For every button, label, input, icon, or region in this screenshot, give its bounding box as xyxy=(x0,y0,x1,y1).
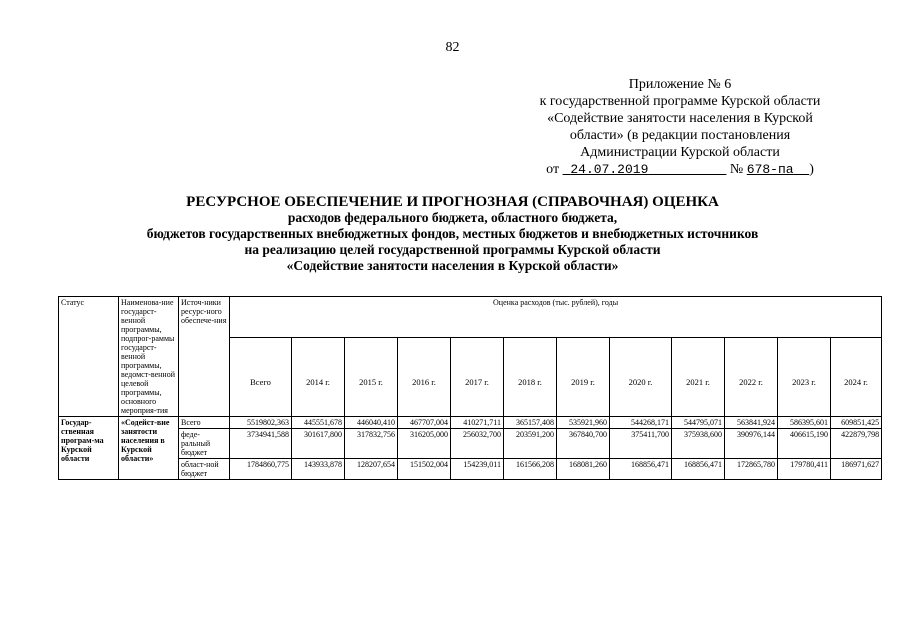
value-cell: 390976,144 xyxy=(725,429,778,459)
table-row xyxy=(59,429,882,459)
value-cell: 375938,600 xyxy=(672,429,725,459)
value-cell: 256032,700 xyxy=(451,429,504,459)
table-row xyxy=(59,459,882,480)
status-cell: Государ-ственная програм-ма Курской области xyxy=(59,417,119,480)
title-line: бюджетов государственных внебюджетных фондов, местных бюджетов и внебюджетных источников xyxy=(146,226,759,241)
value-cell: 445551,678 xyxy=(292,417,345,429)
value-cell: 544795,071 xyxy=(672,417,725,429)
value-cell: 1784860,775 xyxy=(230,459,292,480)
header-group: Оценка расходов (тыс. рублей), годы xyxy=(230,297,882,338)
source-cell: Всего xyxy=(179,417,230,429)
value-cell: 316205,000 xyxy=(398,429,451,459)
value-cell: 367840,700 xyxy=(557,429,610,459)
appendix-line: Администрации Курской области xyxy=(580,145,780,160)
value-cell: 535921,960 xyxy=(557,417,610,429)
decree-number: 678-па xyxy=(746,162,794,177)
header-year: 2014 г. xyxy=(292,338,345,417)
value-cell: 5519802,363 xyxy=(230,417,292,429)
value-cell: 422879,798 xyxy=(831,429,882,459)
header-status: Статус xyxy=(59,297,119,417)
title-line: РЕСУРСНОЕ ОБЕСПЕЧЕНИЕ И ПРОГНОЗНАЯ (СПРАВОЧНАЯ) ОЦЕНКА xyxy=(186,194,719,210)
value-cell: 563841,924 xyxy=(725,417,778,429)
value-cell: 406615,190 xyxy=(778,429,831,459)
appendix-block xyxy=(500,76,860,178)
value-cell: 586395,601 xyxy=(778,417,831,429)
header-year: 2017 г. xyxy=(451,338,504,417)
header-year: 2023 г. xyxy=(778,338,831,417)
value-cell: 365157,408 xyxy=(504,417,557,429)
header-name: Наименова-ние государст-венной программы, подпрог-раммы государст-венной программы, ведомст-венной целевой программы, основного мероприя-тия xyxy=(119,297,179,417)
value-cell: 410271,711 xyxy=(451,417,504,429)
value-cell: 375411,700 xyxy=(610,429,672,459)
header-year: 2021 г. xyxy=(672,338,725,417)
header-source: Источ-ники ресурс-ного обеспече-ния xyxy=(179,297,230,417)
number-prefix: № xyxy=(729,162,744,177)
header-year: 2016 г. xyxy=(398,338,451,417)
value-cell: 172865,780 xyxy=(725,459,778,480)
value-cell: 161566,208 xyxy=(504,459,557,480)
value-cell: 168856,471 xyxy=(672,459,725,480)
value-cell: 168081,260 xyxy=(557,459,610,480)
table-row xyxy=(59,417,882,429)
value-cell: 151502,004 xyxy=(398,459,451,480)
title-line: на реализацию целей государственной программы Курской области xyxy=(244,242,661,257)
date-prefix: от xyxy=(546,162,560,177)
title-line: «Содействие занятости населения в Курской области» xyxy=(286,258,619,273)
appendix-line: области» (в редакции постановления xyxy=(569,128,791,143)
value-cell: 446040,410 xyxy=(345,417,398,429)
value-cell: 317832,756 xyxy=(345,429,398,459)
value-cell: 154239,011 xyxy=(451,459,504,480)
source-cell: феде-ральный бюджет xyxy=(179,429,230,459)
header-year: 2022 г. xyxy=(725,338,778,417)
value-cell: 168856,471 xyxy=(610,459,672,480)
header-year: 2024 г. xyxy=(831,338,882,417)
value-cell: 609851,425 xyxy=(831,417,882,429)
document-title xyxy=(0,194,905,274)
closing-paren: ) xyxy=(809,162,814,177)
header-year: 2018 г. xyxy=(504,338,557,417)
value-cell: 143933,878 xyxy=(292,459,345,480)
value-cell: 3734941,588 xyxy=(230,429,292,459)
header-row xyxy=(59,297,882,338)
header-year: 2019 г. xyxy=(557,338,610,417)
value-cell: 179780,411 xyxy=(778,459,831,480)
value-cell: 301617,800 xyxy=(292,429,345,459)
value-cell: 128207,654 xyxy=(345,459,398,480)
header-year: Всего xyxy=(230,338,292,417)
header-year: 2020 г. xyxy=(610,338,672,417)
decree-date: 24.07.2019 xyxy=(570,162,649,177)
value-cell: 203591,200 xyxy=(504,429,557,459)
value-cell: 544268,171 xyxy=(610,417,672,429)
program-name-cell: «Содейст-вие занятости населения в Курской области» xyxy=(119,417,179,480)
source-cell: област-ной бюджет xyxy=(179,459,230,480)
header-year: 2015 г. xyxy=(345,338,398,417)
appendix-line: к государственной программе Курской области xyxy=(539,94,821,109)
resource-table xyxy=(58,296,882,480)
value-cell: 186971,627 xyxy=(831,459,882,480)
appendix-line: «Содействие занятости населения в Курской xyxy=(547,111,813,126)
decree-date-line xyxy=(500,161,860,178)
page-number: 82 xyxy=(445,40,460,55)
value-cell: 467707,004 xyxy=(398,417,451,429)
title-line: расходов федерального бюджета, областного бюджета, xyxy=(287,210,618,225)
appendix-line: Приложение № 6 xyxy=(628,77,732,92)
